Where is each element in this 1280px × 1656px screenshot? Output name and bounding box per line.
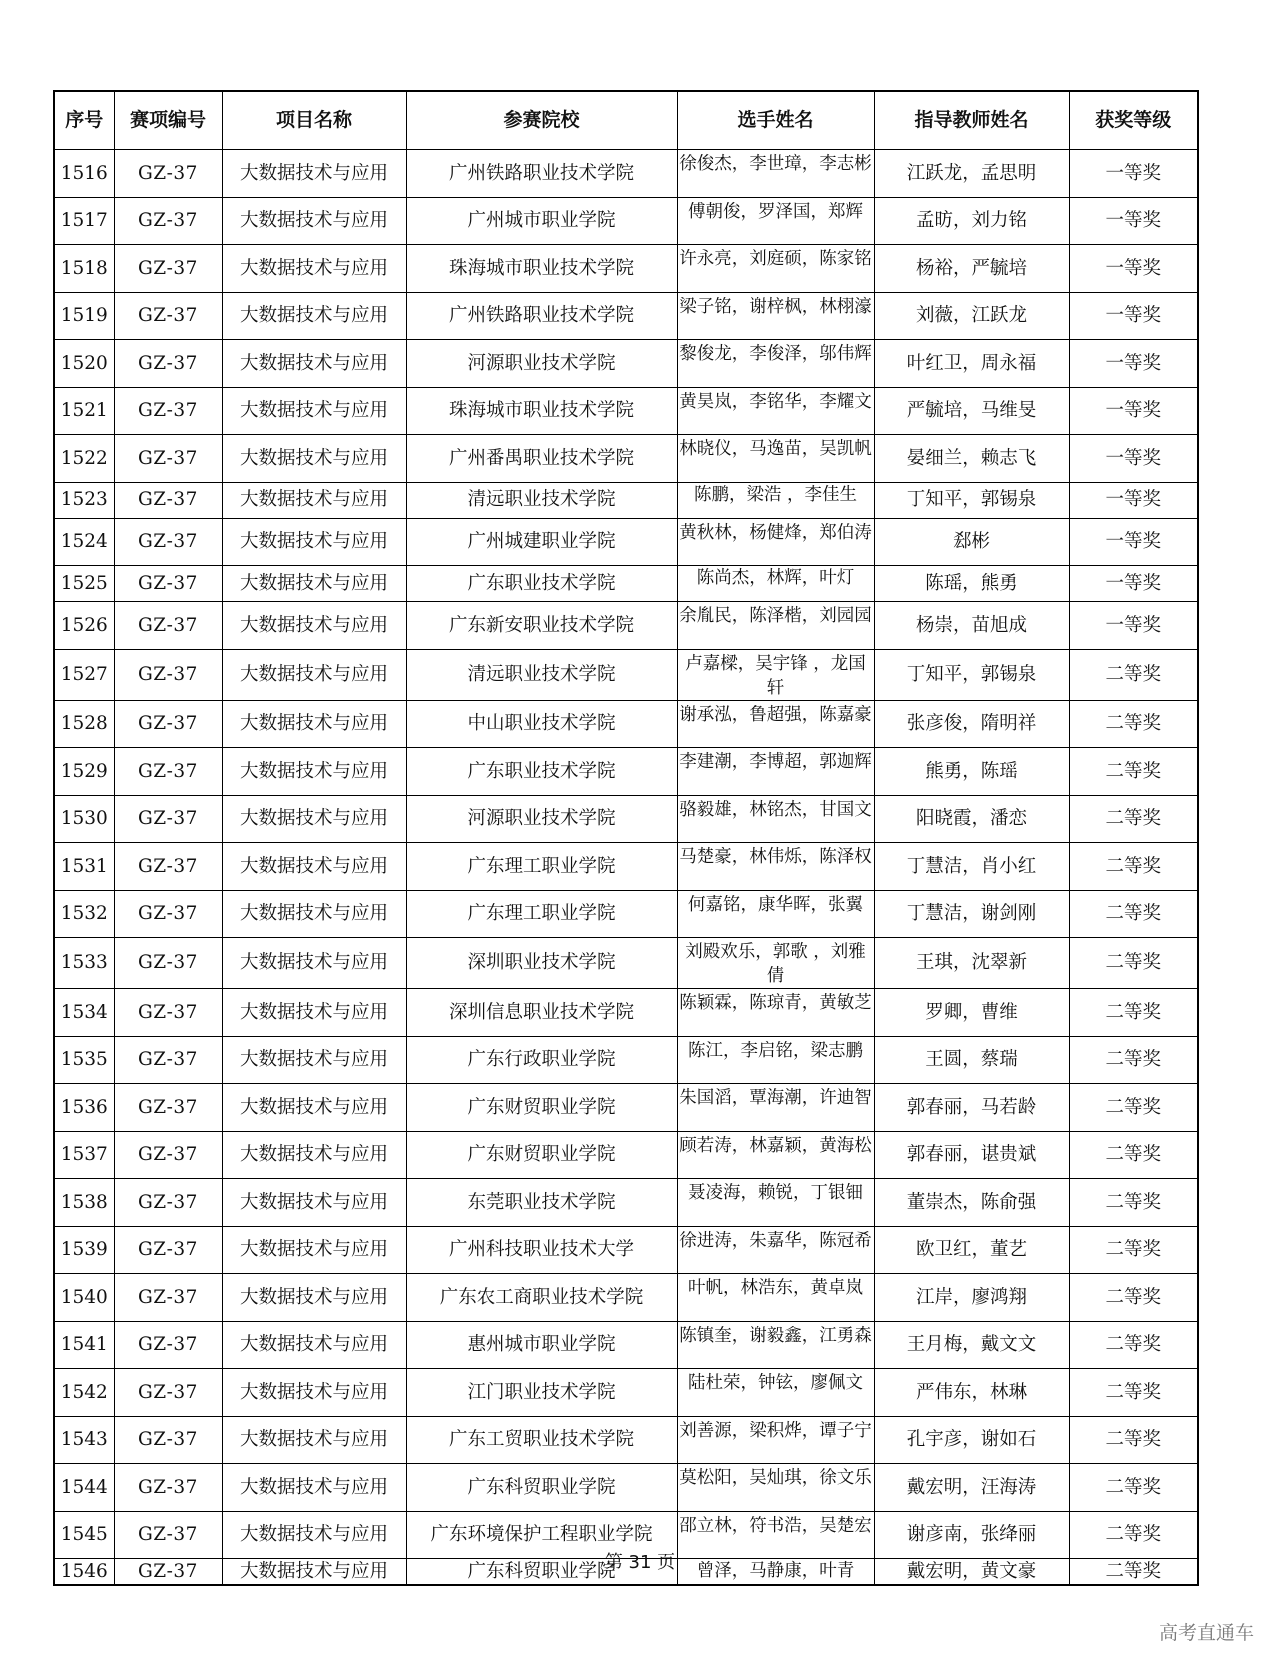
cell-award: 二等奖 [1069, 1131, 1198, 1179]
cell-players: 陈鹏，梁浩 ，李佳生 [677, 482, 874, 518]
cell-teachers: 丁知平，郭锡泉 [874, 482, 1069, 518]
cell-no: 1517 [54, 197, 114, 245]
cell-code: GZ-37 [114, 566, 222, 602]
cell-no: 1528 [54, 700, 114, 748]
cell-players: 余胤民，陈泽楷，刘园园 [677, 602, 874, 650]
cell-teachers: 戴宏明，黄文豪 [874, 1559, 1069, 1585]
cell-code: GZ-37 [114, 1131, 222, 1179]
cell-no: 1532 [54, 890, 114, 938]
cell-no: 1533 [54, 938, 114, 989]
cell-teachers: 戴宏明，汪海涛 [874, 1464, 1069, 1512]
cell-teachers: 叶红卫，周永福 [874, 340, 1069, 388]
cell-school: 中山职业技术学院 [406, 700, 677, 748]
cell-project: 大数据技术与应用 [222, 1036, 406, 1084]
cell-school: 清远职业技术学院 [406, 482, 677, 518]
cell-code: GZ-37 [114, 292, 222, 340]
table-row [54, 292, 1198, 340]
cell-no: 1523 [54, 482, 114, 518]
cell-teachers: 谢彦南，张绛丽 [874, 1511, 1069, 1559]
cell-no: 1529 [54, 748, 114, 796]
cell-award: 二等奖 [1069, 649, 1198, 700]
cell-players: 陈江，李启铭，梁志鹏 [677, 1036, 874, 1084]
cell-award: 一等奖 [1069, 566, 1198, 602]
cell-code: GZ-37 [114, 1179, 222, 1227]
cell-school: 广州城建职业学院 [406, 518, 677, 566]
cell-players: 黎俊龙，李俊泽，邬伟辉 [677, 340, 874, 388]
cell-award: 一等奖 [1069, 602, 1198, 650]
cell-project: 大数据技术与应用 [222, 387, 406, 435]
cell-code: GZ-37 [114, 340, 222, 388]
cell-school: 广州城市职业学院 [406, 197, 677, 245]
cell-no: 1546 [54, 1559, 114, 1585]
cell-project: 大数据技术与应用 [222, 150, 406, 198]
cell-award: 二等奖 [1069, 748, 1198, 796]
cell-project: 大数据技术与应用 [222, 1274, 406, 1322]
header-players: 选手姓名 [677, 91, 874, 150]
cell-school: 广东科贸职业学院 [406, 1464, 677, 1512]
cell-project: 大数据技术与应用 [222, 1321, 406, 1369]
table-row [54, 340, 1198, 388]
cell-project: 大数据技术与应用 [222, 435, 406, 483]
table-row [54, 1369, 1198, 1417]
cell-teachers: 陈瑶，熊勇 [874, 566, 1069, 602]
cell-no: 1522 [54, 435, 114, 483]
cell-no: 1525 [54, 566, 114, 602]
cell-school: 广东行政职业学院 [406, 1036, 677, 1084]
cell-code: GZ-37 [114, 1036, 222, 1084]
cell-school: 广东职业技术学院 [406, 748, 677, 796]
cell-project: 大数据技术与应用 [222, 482, 406, 518]
cell-code: GZ-37 [114, 1369, 222, 1417]
cell-school: 广东财贸职业学院 [406, 1131, 677, 1179]
cell-code: GZ-37 [114, 748, 222, 796]
cell-no: 1527 [54, 649, 114, 700]
cell-award: 一等奖 [1069, 482, 1198, 518]
cell-players: 梁子铭，谢梓枫，林栩濠 [677, 292, 874, 340]
cell-award: 二等奖 [1069, 1416, 1198, 1464]
cell-code: GZ-37 [114, 602, 222, 650]
cell-teachers: 江岸，廖鸿翔 [874, 1274, 1069, 1322]
cell-code: GZ-37 [114, 1274, 222, 1322]
cell-school: 深圳职业技术学院 [406, 938, 677, 989]
cell-teachers: 刘薇，江跃龙 [874, 292, 1069, 340]
cell-code: GZ-37 [114, 1464, 222, 1512]
cell-award: 一等奖 [1069, 245, 1198, 293]
cell-no: 1530 [54, 795, 114, 843]
cell-code: GZ-37 [114, 1559, 222, 1585]
cell-teachers: 杨崇，苗旭成 [874, 602, 1069, 650]
cell-project: 大数据技术与应用 [222, 292, 406, 340]
cell-award: 一等奖 [1069, 387, 1198, 435]
cell-project: 大数据技术与应用 [222, 1464, 406, 1512]
cell-project: 大数据技术与应用 [222, 1416, 406, 1464]
cell-players: 徐俊杰，李世璋，李志彬 [677, 150, 874, 198]
table-row [54, 1274, 1198, 1322]
cell-no: 1544 [54, 1464, 114, 1512]
cell-award: 二等奖 [1069, 1226, 1198, 1274]
table-row [54, 748, 1198, 796]
table-row [54, 843, 1198, 891]
cell-no: 1540 [54, 1274, 114, 1322]
cell-project: 大数据技术与应用 [222, 518, 406, 566]
cell-school: 惠州城市职业学院 [406, 1321, 677, 1369]
cell-project: 大数据技术与应用 [222, 795, 406, 843]
cell-award: 二等奖 [1069, 1084, 1198, 1132]
cell-award: 二等奖 [1069, 1321, 1198, 1369]
cell-teachers: 杨裕，严毓培 [874, 245, 1069, 293]
table-row [54, 1464, 1198, 1512]
cell-award: 一等奖 [1069, 518, 1198, 566]
cell-school: 广州铁路职业技术学院 [406, 292, 677, 340]
cell-players: 谢承泓，鲁超强，陈嘉豪 [677, 700, 874, 748]
cell-no: 1520 [54, 340, 114, 388]
cell-award: 二等奖 [1069, 1369, 1198, 1417]
cell-players: 刘善源，梁积烨，谭子宁 [677, 1416, 874, 1464]
cell-no: 1543 [54, 1416, 114, 1464]
cell-code: GZ-37 [114, 890, 222, 938]
cell-players: 黄秋林，杨健烽，郑伯涛 [677, 518, 874, 566]
table-row [54, 602, 1198, 650]
cell-award: 二等奖 [1069, 938, 1198, 989]
cell-code: GZ-37 [114, 649, 222, 700]
cell-players: 邵立林，符书浩，吴楚宏 [677, 1511, 874, 1559]
table-header-row [54, 91, 1198, 150]
cell-project: 大数据技术与应用 [222, 340, 406, 388]
cell-code: GZ-37 [114, 482, 222, 518]
cell-project: 大数据技术与应用 [222, 989, 406, 1037]
table-row [54, 566, 1198, 602]
cell-teachers: 王月梅，戴文文 [874, 1321, 1069, 1369]
cell-no: 1545 [54, 1511, 114, 1559]
cell-project: 大数据技术与应用 [222, 748, 406, 796]
header-no: 序号 [54, 91, 114, 150]
cell-teachers: 郭春丽，马若龄 [874, 1084, 1069, 1132]
cell-school: 广州番禺职业技术学院 [406, 435, 677, 483]
cell-code: GZ-37 [114, 1416, 222, 1464]
cell-teachers: 严伟东，林琳 [874, 1369, 1069, 1417]
cell-award: 二等奖 [1069, 843, 1198, 891]
cell-no: 1539 [54, 1226, 114, 1274]
cell-no: 1516 [54, 150, 114, 198]
cell-school: 珠海城市职业技术学院 [406, 245, 677, 293]
cell-teachers: 王琪，沈翠新 [874, 938, 1069, 989]
cell-code: GZ-37 [114, 518, 222, 566]
cell-award: 二等奖 [1069, 700, 1198, 748]
cell-players: 许永亮，刘庭硕，陈家铭 [677, 245, 874, 293]
cell-school: 珠海城市职业技术学院 [406, 387, 677, 435]
cell-project: 大数据技术与应用 [222, 566, 406, 602]
cell-school: 广州铁路职业技术学院 [406, 150, 677, 198]
cell-code: GZ-37 [114, 1321, 222, 1369]
cell-teachers: 郄彬 [874, 518, 1069, 566]
cell-teachers: 严毓培，马维旻 [874, 387, 1069, 435]
cell-school: 广东科贸职业学院 [406, 1559, 677, 1585]
cell-players: 莫松阳，吴灿琪，徐文乐 [677, 1464, 874, 1512]
cell-award: 一等奖 [1069, 150, 1198, 198]
cell-teachers: 丁慧洁，谢剑刚 [874, 890, 1069, 938]
cell-players: 骆毅雄，林铭杰，甘国文 [677, 795, 874, 843]
cell-project: 大数据技术与应用 [222, 843, 406, 891]
cell-no: 1521 [54, 387, 114, 435]
table-row [54, 1416, 1198, 1464]
cell-project: 大数据技术与应用 [222, 1511, 406, 1559]
table-row [54, 1321, 1198, 1369]
cell-project: 大数据技术与应用 [222, 1084, 406, 1132]
cell-project: 大数据技术与应用 [222, 938, 406, 989]
cell-no: 1519 [54, 292, 114, 340]
cell-code: GZ-37 [114, 197, 222, 245]
cell-players: 何嘉铭，康华晖，张翼 [677, 890, 874, 938]
cell-project: 大数据技术与应用 [222, 1179, 406, 1227]
cell-players: 马楚豪，林伟烁，陈泽权 [677, 843, 874, 891]
cell-players: 卢嘉樑，吴宇锋 ，龙国轩 [677, 649, 874, 700]
cell-code: GZ-37 [114, 700, 222, 748]
cell-teachers: 晏细兰，赖志飞 [874, 435, 1069, 483]
cell-teachers: 王圆，蔡瑞 [874, 1036, 1069, 1084]
cell-players: 顾若涛，林嘉颖，黄海松 [677, 1131, 874, 1179]
cell-school: 清远职业技术学院 [406, 649, 677, 700]
cell-code: GZ-37 [114, 1226, 222, 1274]
cell-code: GZ-37 [114, 795, 222, 843]
table-row [54, 245, 1198, 293]
cell-school: 广东工贸职业技术学院 [406, 1416, 677, 1464]
cell-players: 叶帆，林浩东，黄卓岚 [677, 1274, 874, 1322]
table-row [54, 1226, 1198, 1274]
cell-players: 陈颖霖，陈琼青，黄敏芝 [677, 989, 874, 1037]
cell-players: 刘殿欢乐，郭歌 ，刘雅倩 [677, 938, 874, 989]
cell-teachers: 张彦俊，隋明祥 [874, 700, 1069, 748]
cell-award: 二等奖 [1069, 1464, 1198, 1512]
cell-project: 大数据技术与应用 [222, 1226, 406, 1274]
cell-award: 二等奖 [1069, 1036, 1198, 1084]
table-row [54, 387, 1198, 435]
cell-project: 大数据技术与应用 [222, 1369, 406, 1417]
cell-award: 二等奖 [1069, 1511, 1198, 1559]
table-row [54, 1131, 1198, 1179]
table-row [54, 150, 1198, 198]
cell-school: 广州科技职业技术大学 [406, 1226, 677, 1274]
cell-school: 广东理工职业学院 [406, 843, 677, 891]
cell-players: 傅朝俊，罗泽国，郑辉 [677, 197, 874, 245]
cell-school: 广东财贸职业学院 [406, 1084, 677, 1132]
cell-no: 1537 [54, 1131, 114, 1179]
cell-award: 一等奖 [1069, 197, 1198, 245]
cell-no: 1542 [54, 1369, 114, 1417]
cell-teachers: 丁知平，郭锡泉 [874, 649, 1069, 700]
cell-teachers: 罗卿，曹维 [874, 989, 1069, 1037]
cell-players: 朱国滔，覃海潮，许迪智 [677, 1084, 874, 1132]
cell-project: 大数据技术与应用 [222, 649, 406, 700]
table-row [54, 435, 1198, 483]
cell-no: 1526 [54, 602, 114, 650]
cell-teachers: 孔宇彦，谢如石 [874, 1416, 1069, 1464]
table-row [54, 795, 1198, 843]
cell-no: 1531 [54, 843, 114, 891]
cell-project: 大数据技术与应用 [222, 245, 406, 293]
cell-no: 1541 [54, 1321, 114, 1369]
table-row [54, 1084, 1198, 1132]
cell-school: 河源职业技术学院 [406, 795, 677, 843]
cell-players: 徐进涛，朱嘉华，陈冠希 [677, 1226, 874, 1274]
cell-school: 深圳信息职业技术学院 [406, 989, 677, 1037]
cell-code: GZ-37 [114, 938, 222, 989]
page-number: 第 31 页 [604, 1552, 676, 1573]
cell-school: 东莞职业技术学院 [406, 1179, 677, 1227]
cell-school: 广东理工职业学院 [406, 890, 677, 938]
cell-code: GZ-37 [114, 150, 222, 198]
cell-teachers: 熊勇，陈瑶 [874, 748, 1069, 796]
table-row [54, 197, 1198, 245]
table-row [54, 518, 1198, 566]
table-row [54, 1179, 1198, 1227]
cell-code: GZ-37 [114, 1511, 222, 1559]
cell-players: 李建潮，李博超，郭迦辉 [677, 748, 874, 796]
watermark-text: 高考直通车 [1158, 1622, 1254, 1644]
cell-players: 陈尚杰，林辉，叶灯 [677, 566, 874, 602]
cell-award: 一等奖 [1069, 340, 1198, 388]
cell-school: 广东农工商职业技术学院 [406, 1274, 677, 1322]
cell-school: 江门职业技术学院 [406, 1369, 677, 1417]
cell-school: 广东职业技术学院 [406, 566, 677, 602]
cell-players: 陆杜荣，钟铉，廖佩文 [677, 1369, 874, 1417]
table-row [54, 700, 1198, 748]
cell-no: 1536 [54, 1084, 114, 1132]
cell-project: 大数据技术与应用 [222, 700, 406, 748]
cell-award: 二等奖 [1069, 989, 1198, 1037]
cell-code: GZ-37 [114, 1084, 222, 1132]
cell-project: 大数据技术与应用 [222, 890, 406, 938]
table-row [54, 649, 1198, 700]
cell-no: 1534 [54, 989, 114, 1037]
header-award: 获奖等级 [1069, 91, 1198, 150]
cell-teachers: 郭春丽，谌贵斌 [874, 1131, 1069, 1179]
table-row [54, 989, 1198, 1037]
cell-project: 大数据技术与应用 [222, 1559, 406, 1585]
cell-code: GZ-37 [114, 245, 222, 293]
header-teachers: 指导教师姓名 [874, 91, 1069, 150]
table-row [54, 482, 1198, 518]
cell-school: 广东新安职业技术学院 [406, 602, 677, 650]
cell-teachers: 董崇杰，陈俞强 [874, 1179, 1069, 1227]
cell-players: 黄昊岚，李铭华，李耀文 [677, 387, 874, 435]
cell-award: 二等奖 [1069, 890, 1198, 938]
cell-no: 1518 [54, 245, 114, 293]
cell-code: GZ-37 [114, 435, 222, 483]
cell-code: GZ-37 [114, 989, 222, 1037]
award-table [53, 90, 1199, 1586]
cell-award: 一等奖 [1069, 435, 1198, 483]
cell-school: 广东环境保护工程职业学院 [406, 1511, 677, 1559]
cell-code: GZ-37 [114, 387, 222, 435]
cell-award: 二等奖 [1069, 1274, 1198, 1322]
cell-project: 大数据技术与应用 [222, 1131, 406, 1179]
cell-award: 二等奖 [1069, 795, 1198, 843]
cell-award: 二等奖 [1069, 1559, 1198, 1585]
cell-project: 大数据技术与应用 [222, 197, 406, 245]
cell-players: 陈镇奎，谢毅鑫，江勇森 [677, 1321, 874, 1369]
table-row [54, 1036, 1198, 1084]
cell-school: 河源职业技术学院 [406, 340, 677, 388]
cell-teachers: 丁慧洁，肖小红 [874, 843, 1069, 891]
cell-teachers: 欧卫红，董艺 [874, 1226, 1069, 1274]
header-code: 赛项编号 [114, 91, 222, 150]
cell-award: 一等奖 [1069, 292, 1198, 340]
cell-project: 大数据技术与应用 [222, 602, 406, 650]
table-row [54, 890, 1198, 938]
header-school: 参赛院校 [406, 91, 677, 150]
cell-no: 1538 [54, 1179, 114, 1227]
cell-teachers: 江跃龙，孟思明 [874, 150, 1069, 198]
table-row [54, 938, 1198, 989]
cell-no: 1524 [54, 518, 114, 566]
cell-players: 林晓仪，马逸苗，吴凯帆 [677, 435, 874, 483]
cell-no: 1535 [54, 1036, 114, 1084]
cell-players: 聂凌海，赖锐，丁银钿 [677, 1179, 874, 1227]
cell-award: 二等奖 [1069, 1179, 1198, 1227]
cell-teachers: 孟昉，刘力铭 [874, 197, 1069, 245]
header-project: 项目名称 [222, 91, 406, 150]
cell-code: GZ-37 [114, 843, 222, 891]
cell-teachers: 阳晓霞，潘恋 [874, 795, 1069, 843]
cell-players: 曾泽，马静康，叶青 [677, 1559, 874, 1585]
